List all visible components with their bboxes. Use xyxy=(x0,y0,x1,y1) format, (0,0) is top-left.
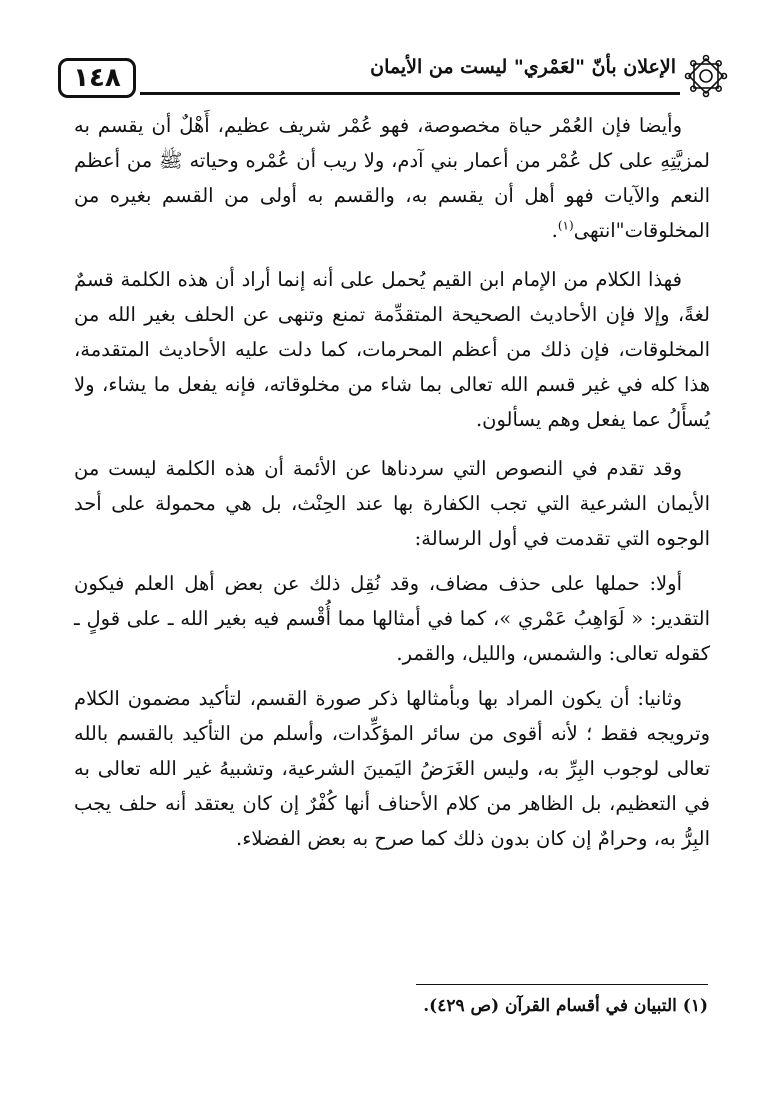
main-text xyxy=(74,108,710,870)
star-ornament-icon xyxy=(684,54,728,98)
paragraph-5: وثانيا: أن يكون المراد بها وبأمثالها ذكر صورة القسم، لتأكيد مضمون الكلام وترويجه فقط ؛ لأنه أقوى من سائر المؤكِّدات، وأسلم من التأكيد بالقسم بالله تعالى لوجوب البِرِّ به، وليس الغَرَضُ اليَمينَ الشرعية، وتشبيهُ غير الله تعالى به في التعظيم، بل الظاهر من كلام الأحناف أنها كُفْرٌ إن كان يعتقد أنه حلف يجب البِرُّ به، وحرامٌ إن كان بدون ذلك كما صرح به بعض الفضلاء. xyxy=(74,687,710,850)
page-number: ١٤٨ xyxy=(73,63,121,93)
page-header xyxy=(58,52,728,100)
paragraph-1-text: وأيضا فإن العُمْر حياة مخصوصة، فهو عُمْر شريف عظيم، أَهْلٌ أن يقسم به لمزيَّتِهِ على كل عُمْر من أعمار بني آدم، ولا ريب أن عُمْره وحياته ﷺ من أعظم النعم والآيات فهو أهل أن يقسم به، والقسم به أولى من القسم بغيره من المخلوقات"انتهى xyxy=(74,114,710,242)
running-title: الإعلان بأنّ "لعَمْري" ليست من الأيمان xyxy=(370,56,676,78)
header-rule xyxy=(140,92,680,95)
paragraph-2: فهذا الكلام من الإمام ابن القيم يُحمل على أنه إنما أراد أن هذه الكلمة قسمٌ لغةً، وإلا فإن الأحاديث الصحيحة المتقدِّمة تمنع وتنهى عن الحلف بغير الله من المخلوقات، فإن ذلك من أعظم المحرمات، كما دلت عليه الأحاديث المتقدمة، هذا كله في غير قسم الله تعالى بما شاء من مخلوقاته، فإنه يفعل ما يشاء، ولا يُسأَلُ عما يفعل وهم يسألون. xyxy=(74,268,710,431)
footnote-separator xyxy=(416,984,708,985)
paragraph-3: وقد تقدم في النصوص التي سردناها عن الأئمة أن هذه الكلمة ليست من الأيمان الشرعية التي تجب الكفارة بها عند الحِنْث، بل هي محمولة على أحد الوجوه التي تقدمت في أول الرسالة: xyxy=(74,457,710,550)
footnote-marker: (١) xyxy=(557,218,574,233)
page-number-box xyxy=(58,58,136,98)
paragraph-4: أولا: حملها على حذف مضاف، وقد نُقِل ذلك عن بعض أهل العلم فيكون التقدير: « لَوَاهِبُ عَمْري »، كما في أمثالها مما أُقْسم فيه بغير الله ـ على قولٍ ـ كقوله تعالى: والشمس، والليل، والقمر. xyxy=(74,572,710,665)
paragraph-1: وأيضا فإن العُمْر حياة مخصوصة، فهو عُمْر شريف عظيم، أَهْلٌ أن يقسم به لمزيَّتِهِ على كل عُمْر من أعمار بني آدم، ولا ريب أن عُمْره وحياته ﷺ من أعظم النعم والآيات فهو أهل أن يقسم به، والقسم به أولى من القسم بغيره من المخلوقات"انتهى$^{(١)}$. xyxy=(74,114,710,242)
footnote-1: (١) التبيان في أقسام القرآن (ص ٤٢٩). xyxy=(423,996,708,1016)
